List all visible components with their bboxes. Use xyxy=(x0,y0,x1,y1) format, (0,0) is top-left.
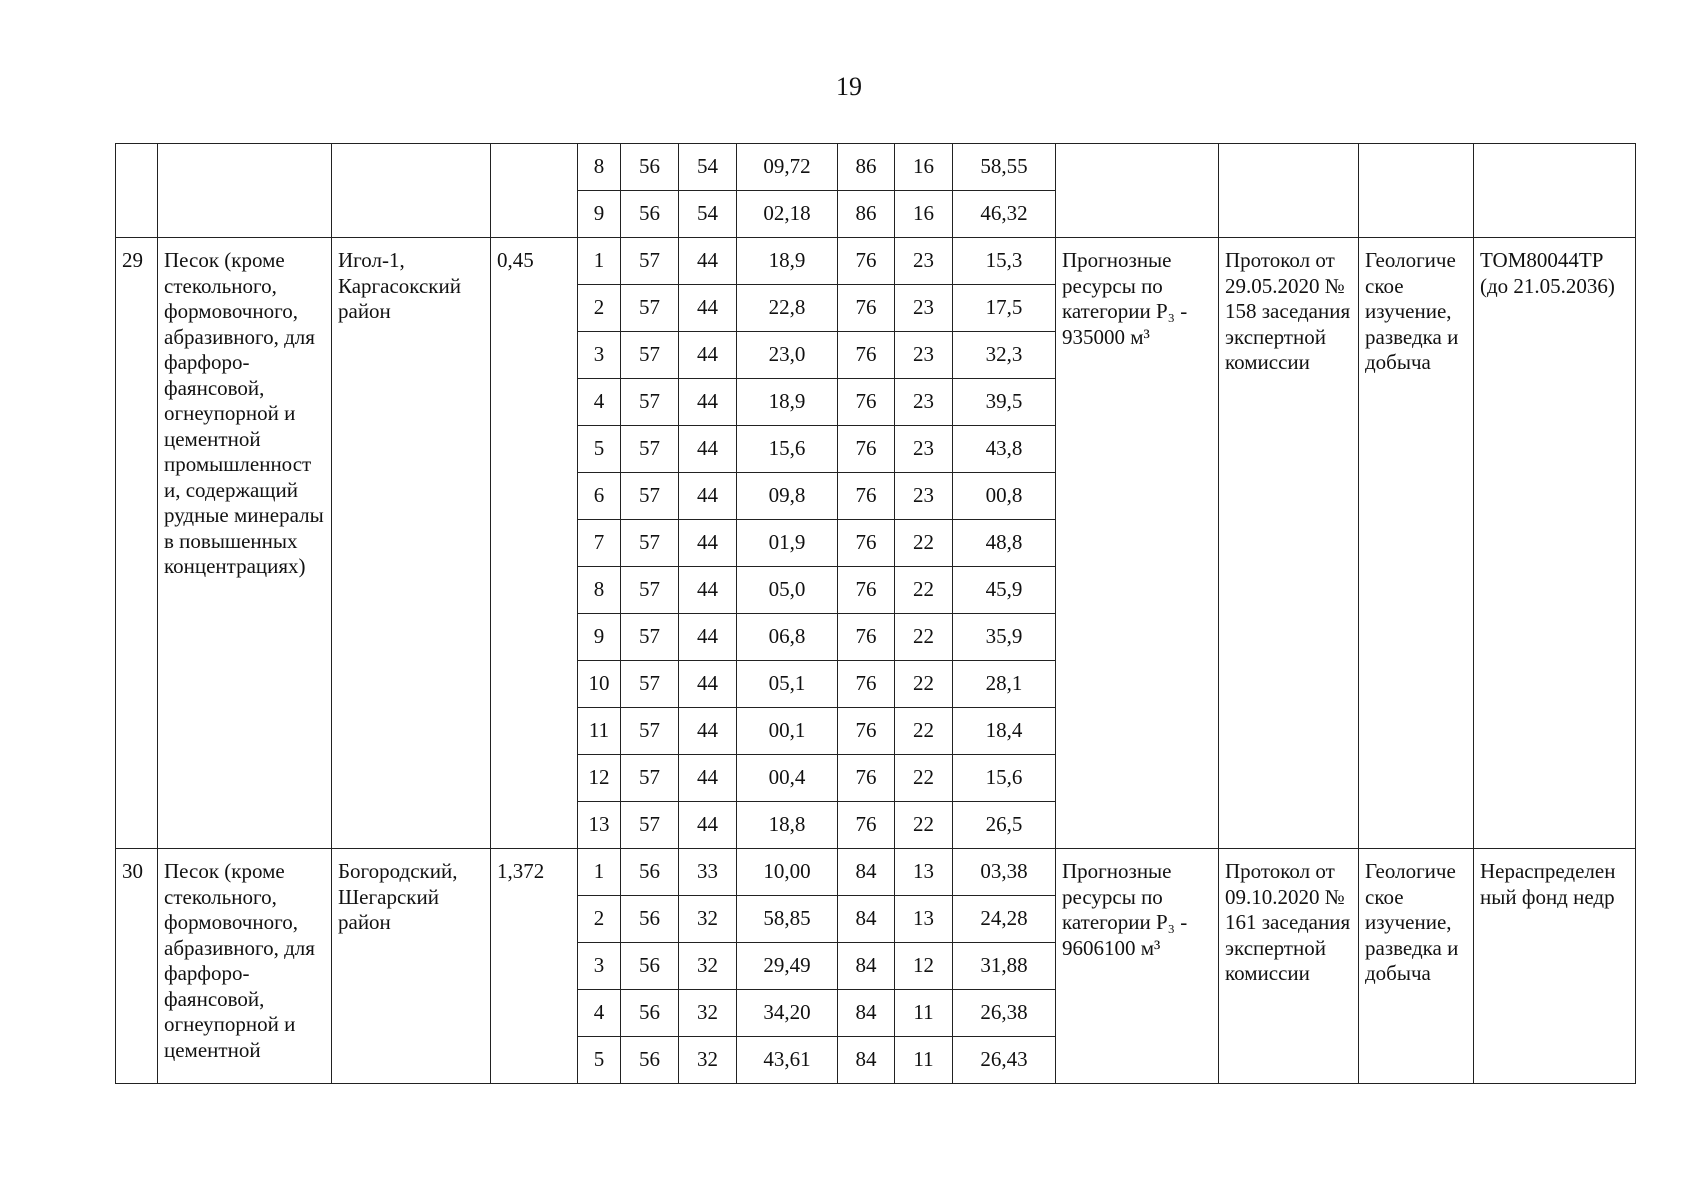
coord-lat-minutes: 44 xyxy=(679,802,737,849)
usage-purpose: Геологиче ское изучение, разведка и добыча xyxy=(1359,238,1474,849)
site-location: Богородский, Шегарский район xyxy=(332,849,491,1084)
coord-lat-seconds: 05,0 xyxy=(737,567,838,614)
coord-lat-minutes: 44 xyxy=(679,426,737,473)
coord-point-number: 5 xyxy=(578,1037,621,1084)
coord-lat-seconds: 00,4 xyxy=(737,755,838,802)
coord-lon-minutes: 13 xyxy=(895,896,953,943)
coord-lat-degrees: 56 xyxy=(621,1037,679,1084)
coord-point-number: 8 xyxy=(578,144,621,191)
empty-cell xyxy=(1474,144,1636,238)
resources-estimate: Прогнозные ресурсы по категории P₃ - 9606100 м³ xyxy=(1056,849,1219,1084)
coord-lat-seconds: 10,00 xyxy=(737,849,838,896)
coord-lat-minutes: 44 xyxy=(679,614,737,661)
coord-lon-seconds: 26,43 xyxy=(953,1037,1056,1084)
coord-lon-seconds: 32,3 xyxy=(953,332,1056,379)
coord-lat-minutes: 44 xyxy=(679,661,737,708)
coord-lon-degrees: 76 xyxy=(838,708,895,755)
coord-point-number: 13 xyxy=(578,802,621,849)
coord-lon-minutes: 22 xyxy=(895,708,953,755)
coord-lat-minutes: 44 xyxy=(679,238,737,285)
coord-lon-degrees: 76 xyxy=(838,238,895,285)
coord-lon-degrees: 76 xyxy=(838,332,895,379)
coord-lon-seconds: 15,3 xyxy=(953,238,1056,285)
coord-lon-degrees: 76 xyxy=(838,661,895,708)
coord-lat-minutes: 44 xyxy=(679,520,737,567)
coord-lat-degrees: 57 xyxy=(621,379,679,426)
coord-lon-seconds: 28,1 xyxy=(953,661,1056,708)
coord-lon-degrees: 76 xyxy=(838,473,895,520)
coord-point-number: 5 xyxy=(578,426,621,473)
coord-lat-degrees: 57 xyxy=(621,238,679,285)
coord-point-number: 6 xyxy=(578,473,621,520)
coord-lon-minutes: 23 xyxy=(895,473,953,520)
coord-point-number: 8 xyxy=(578,567,621,614)
coord-lon-seconds: 26,5 xyxy=(953,802,1056,849)
coord-lat-degrees: 56 xyxy=(621,849,679,896)
coord-lat-seconds: 22,8 xyxy=(737,285,838,332)
coord-lat-seconds: 18,9 xyxy=(737,379,838,426)
coord-lat-minutes: 44 xyxy=(679,708,737,755)
coord-lon-seconds: 43,8 xyxy=(953,426,1056,473)
subsoil-sites-table xyxy=(115,143,1636,1084)
coord-lat-degrees: 56 xyxy=(621,191,679,238)
coord-point-number: 3 xyxy=(578,943,621,990)
coord-lat-minutes: 44 xyxy=(679,285,737,332)
coord-lon-seconds: 46,32 xyxy=(953,191,1056,238)
coord-lon-minutes: 16 xyxy=(895,144,953,191)
coord-lon-degrees: 84 xyxy=(838,1037,895,1084)
coord-point-number: 11 xyxy=(578,708,621,755)
coord-point-number: 9 xyxy=(578,614,621,661)
site-location: Игол-1, Каргасокский район xyxy=(332,238,491,849)
coord-lat-minutes: 44 xyxy=(679,379,737,426)
coord-lat-minutes: 32 xyxy=(679,896,737,943)
coord-lon-minutes: 11 xyxy=(895,1037,953,1084)
coord-point-number: 9 xyxy=(578,191,621,238)
coord-lon-degrees: 76 xyxy=(838,426,895,473)
coord-lon-seconds: 39,5 xyxy=(953,379,1056,426)
coord-lon-minutes: 16 xyxy=(895,191,953,238)
resources-estimate: Прогнозные ресурсы по категории P₃ - 935000 м³ xyxy=(1056,238,1219,849)
coord-lon-seconds: 00,8 xyxy=(953,473,1056,520)
coord-lon-seconds: 26,38 xyxy=(953,990,1056,1037)
coord-lat-degrees: 57 xyxy=(621,708,679,755)
empty-cell xyxy=(332,144,491,238)
coord-point-number: 4 xyxy=(578,379,621,426)
coord-lat-minutes: 32 xyxy=(679,990,737,1037)
coord-lon-degrees: 76 xyxy=(838,567,895,614)
coord-lon-minutes: 23 xyxy=(895,285,953,332)
license-info: ТОМ80044ТР (до 21.05.2036) xyxy=(1474,238,1636,849)
coord-lat-degrees: 57 xyxy=(621,755,679,802)
coord-lat-degrees: 57 xyxy=(621,426,679,473)
coord-lat-seconds: 58,85 xyxy=(737,896,838,943)
coord-lon-seconds: 58,55 xyxy=(953,144,1056,191)
coord-lat-seconds: 09,8 xyxy=(737,473,838,520)
coord-lon-minutes: 22 xyxy=(895,755,953,802)
table-row xyxy=(116,144,1636,191)
coord-lon-minutes: 23 xyxy=(895,238,953,285)
empty-cell xyxy=(116,144,158,238)
coord-lat-seconds: 34,20 xyxy=(737,990,838,1037)
coord-lat-seconds: 23,0 xyxy=(737,332,838,379)
empty-cell xyxy=(1359,144,1474,238)
table-row xyxy=(116,849,1636,896)
coord-lat-degrees: 57 xyxy=(621,520,679,567)
coord-lat-degrees: 57 xyxy=(621,661,679,708)
coord-lon-degrees: 76 xyxy=(838,285,895,332)
coord-lat-minutes: 33 xyxy=(679,849,737,896)
protocol-reference: Протокол от 29.05.2020 № 158 заседания экспертной комиссии xyxy=(1219,238,1359,849)
coord-lon-seconds: 17,5 xyxy=(953,285,1056,332)
coord-lon-seconds: 31,88 xyxy=(953,943,1056,990)
coord-lat-seconds: 06,8 xyxy=(737,614,838,661)
coord-lon-degrees: 86 xyxy=(838,191,895,238)
protocol-reference: Протокол от 09.10.2020 № 161 заседания экспертной комиссии xyxy=(1219,849,1359,1084)
coord-lat-minutes: 32 xyxy=(679,943,737,990)
coord-lat-seconds: 09,72 xyxy=(737,144,838,191)
coord-lon-minutes: 23 xyxy=(895,379,953,426)
coord-lon-minutes: 22 xyxy=(895,661,953,708)
coord-lat-degrees: 57 xyxy=(621,332,679,379)
coord-lat-seconds: 29,49 xyxy=(737,943,838,990)
page-number: 19 xyxy=(836,72,862,101)
usage-purpose: Геологиче ское изучение, разведка и добыча xyxy=(1359,849,1474,1084)
site-number: 30 xyxy=(116,849,158,1084)
coord-point-number: 12 xyxy=(578,755,621,802)
coord-lat-degrees: 56 xyxy=(621,896,679,943)
coord-lat-minutes: 44 xyxy=(679,755,737,802)
coord-lon-seconds: 18,4 xyxy=(953,708,1056,755)
table-row xyxy=(116,238,1636,285)
coord-lon-degrees: 84 xyxy=(838,943,895,990)
coord-lat-seconds: 05,1 xyxy=(737,661,838,708)
coord-lon-minutes: 12 xyxy=(895,943,953,990)
coord-lat-seconds: 43,61 xyxy=(737,1037,838,1084)
coord-lat-seconds: 02,18 xyxy=(737,191,838,238)
coord-lon-seconds: 45,9 xyxy=(953,567,1056,614)
coord-lat-degrees: 56 xyxy=(621,990,679,1037)
coord-point-number: 1 xyxy=(578,238,621,285)
coord-lon-seconds: 35,9 xyxy=(953,614,1056,661)
coord-lon-degrees: 76 xyxy=(838,520,895,567)
coord-point-number: 1 xyxy=(578,849,621,896)
coord-lat-degrees: 57 xyxy=(621,802,679,849)
coord-lon-minutes: 22 xyxy=(895,614,953,661)
coord-lat-seconds: 15,6 xyxy=(737,426,838,473)
coord-point-number: 7 xyxy=(578,520,621,567)
coord-lat-minutes: 44 xyxy=(679,473,737,520)
coord-lon-degrees: 84 xyxy=(838,896,895,943)
coord-point-number: 2 xyxy=(578,896,621,943)
coord-lat-minutes: 32 xyxy=(679,1037,737,1084)
coord-lat-minutes: 44 xyxy=(679,567,737,614)
coord-lat-seconds: 18,8 xyxy=(737,802,838,849)
site-area: 1,372 xyxy=(491,849,578,1084)
coord-lon-minutes: 23 xyxy=(895,426,953,473)
coord-lat-degrees: 57 xyxy=(621,567,679,614)
coord-point-number: 2 xyxy=(578,285,621,332)
coord-lon-degrees: 76 xyxy=(838,755,895,802)
site-number: 29 xyxy=(116,238,158,849)
coord-lon-degrees: 76 xyxy=(838,614,895,661)
site-area: 0,45 xyxy=(491,238,578,849)
coord-point-number: 4 xyxy=(578,990,621,1037)
coord-lon-seconds: 15,6 xyxy=(953,755,1056,802)
mineral-type: Песок (кроме стекольного, формовочного, абразивного, для фарфоро-фаянсовой, огнеупорной и цементной xyxy=(158,849,332,1084)
coord-lat-minutes: 54 xyxy=(679,144,737,191)
empty-cell xyxy=(1219,144,1359,238)
coord-lat-degrees: 57 xyxy=(621,614,679,661)
coord-lon-minutes: 22 xyxy=(895,802,953,849)
coord-lon-degrees: 84 xyxy=(838,990,895,1037)
coord-lat-seconds: 00,1 xyxy=(737,708,838,755)
coord-lon-minutes: 22 xyxy=(895,520,953,567)
coord-lat-minutes: 54 xyxy=(679,191,737,238)
coord-lon-degrees: 76 xyxy=(838,802,895,849)
coord-point-number: 10 xyxy=(578,661,621,708)
coord-lat-seconds: 01,9 xyxy=(737,520,838,567)
empty-cell xyxy=(1056,144,1219,238)
coord-lon-minutes: 23 xyxy=(895,332,953,379)
coord-lat-degrees: 57 xyxy=(621,285,679,332)
license-info: Нераспределен ный фонд недр xyxy=(1474,849,1636,1084)
coord-lon-degrees: 84 xyxy=(838,849,895,896)
coord-lon-minutes: 11 xyxy=(895,990,953,1037)
coord-lat-degrees: 57 xyxy=(621,473,679,520)
coord-lon-seconds: 24,28 xyxy=(953,896,1056,943)
coord-lon-minutes: 13 xyxy=(895,849,953,896)
coord-lon-minutes: 22 xyxy=(895,567,953,614)
coord-lon-degrees: 86 xyxy=(838,144,895,191)
coord-lon-seconds: 03,38 xyxy=(953,849,1056,896)
coord-lat-minutes: 44 xyxy=(679,332,737,379)
coord-lat-degrees: 56 xyxy=(621,144,679,191)
coord-lat-degrees: 56 xyxy=(621,943,679,990)
coord-lat-seconds: 18,9 xyxy=(737,238,838,285)
mineral-type: Песок (кроме стекольного, формовочного, абразивного, для фарфоро-фаянсовой, огнеупорной и цементной промышленност и, содержащий рудные минералы в повышенных концентрациях) xyxy=(158,238,332,849)
empty-cell xyxy=(491,144,578,238)
coord-point-number: 3 xyxy=(578,332,621,379)
coord-lon-seconds: 48,8 xyxy=(953,520,1056,567)
coord-lon-degrees: 76 xyxy=(838,379,895,426)
empty-cell xyxy=(158,144,332,238)
